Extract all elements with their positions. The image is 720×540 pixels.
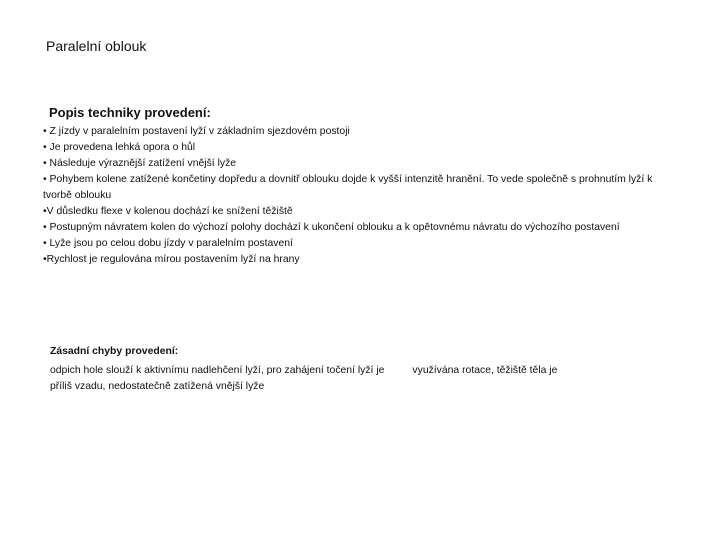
list-item: •V důsledku flexe v kolenou dochází ke snížení těžiště <box>43 206 293 217</box>
list-item: • Lyže jsou po celou dobu jízdy v paralelním postavení <box>43 238 293 249</box>
list-item: • Následuje výraznější zatížení vnější lyže <box>43 158 237 169</box>
errors-paragraph <box>50 363 670 395</box>
list-item: • Pohybem kolene zatížené končetiny dopředu a dovnitř oblouku dojde k vyšší intenzitě hranění. To vede společně s prohnutím lyží k tvorbě oblouku <box>43 174 653 201</box>
list-item: • Je provedena lehká opora o hůl <box>43 142 196 153</box>
list-item: •Rychlost je regulována mírou postavením lyží na hrany <box>43 254 300 265</box>
page-title: Paralelní oblouk <box>46 38 147 54</box>
technique-list <box>43 124 673 268</box>
errors-line-1-start: odpich hole slouží k aktivnímu nadlehčení lyží, pro zahájení točení lyží je <box>50 365 385 376</box>
list-item: • Z jízdy v paralelním postavení lyží v základním sjezdovém postoji <box>43 126 350 137</box>
errors-heading: Zásadní chyby provedení: <box>50 346 179 357</box>
errors-line-2: příliš vzadu, nedostatečně zatížená vnější lyže <box>50 381 265 392</box>
list-item: • Postupným návratem kolen do výchozí polohy dochází k ukončení oblouku a k opětovnému návratu do výchozího postavení <box>43 222 620 233</box>
technique-heading: Popis techniky provedení: <box>49 105 211 120</box>
errors-line-1-end: využívána rotace, těžiště těla je <box>412 365 558 376</box>
errors-line-1 <box>50 363 670 379</box>
